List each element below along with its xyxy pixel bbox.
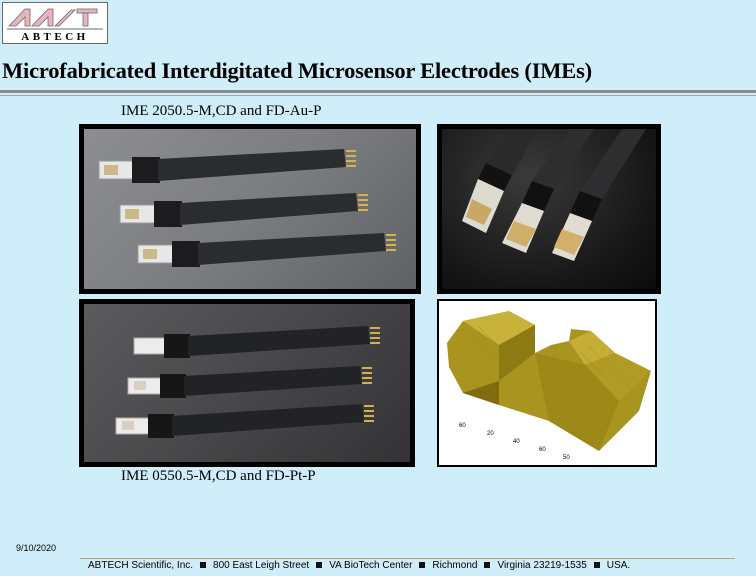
title-divider	[0, 90, 756, 93]
footer-state: Virginia 23219-1535	[497, 560, 587, 571]
abtech-logo	[2, 2, 108, 44]
footer-center: VA BioTech Center	[329, 560, 413, 571]
photo-electrode-closeup	[437, 124, 661, 294]
electrode-pt-3	[116, 404, 374, 438]
logo-wordmark: ABTECH	[21, 31, 89, 43]
bullet-icon	[594, 562, 600, 568]
axis-tick-label: 20	[487, 431, 494, 437]
footer-divider	[80, 558, 735, 559]
bullet-icon	[419, 562, 425, 568]
axis-tick-label: 50	[563, 455, 570, 461]
photo-gold-electrodes	[79, 124, 421, 294]
caption-top: IME 2050.5-M,CD and FD-Au-P	[121, 103, 322, 119]
axis-tick-label: 60	[539, 447, 546, 453]
photo-platinum-electrodes	[79, 299, 415, 467]
slide-title: Microfabricated Interdigitated Microsensor Electrodes (IMEs)	[2, 58, 592, 83]
footer-company: ABTECH Scientific, Inc.	[88, 560, 194, 571]
electrode-pt-1	[134, 326, 380, 358]
title-divider-thin	[0, 95, 756, 96]
electrode-pt-2	[128, 366, 372, 398]
footer-country: USA.	[606, 560, 631, 571]
electrode-1	[99, 149, 356, 183]
bullet-icon	[200, 562, 206, 568]
surface-profile-image	[437, 299, 657, 467]
footer-address	[88, 560, 630, 571]
axis-tick-label: 40	[513, 439, 520, 445]
footer-street: 800 East Leigh Street	[213, 560, 310, 571]
electrode-2	[120, 193, 368, 227]
slide-date: 9/10/2020	[16, 543, 57, 553]
bullet-icon	[316, 562, 322, 568]
bullet-icon	[484, 562, 490, 568]
axis-tick-label: 60	[459, 423, 466, 429]
caption-bottom: IME 0550.5-M,CD and FD-Pt-P	[121, 468, 316, 484]
electrode-3	[138, 233, 396, 267]
footer-city: Richmond	[432, 560, 478, 571]
